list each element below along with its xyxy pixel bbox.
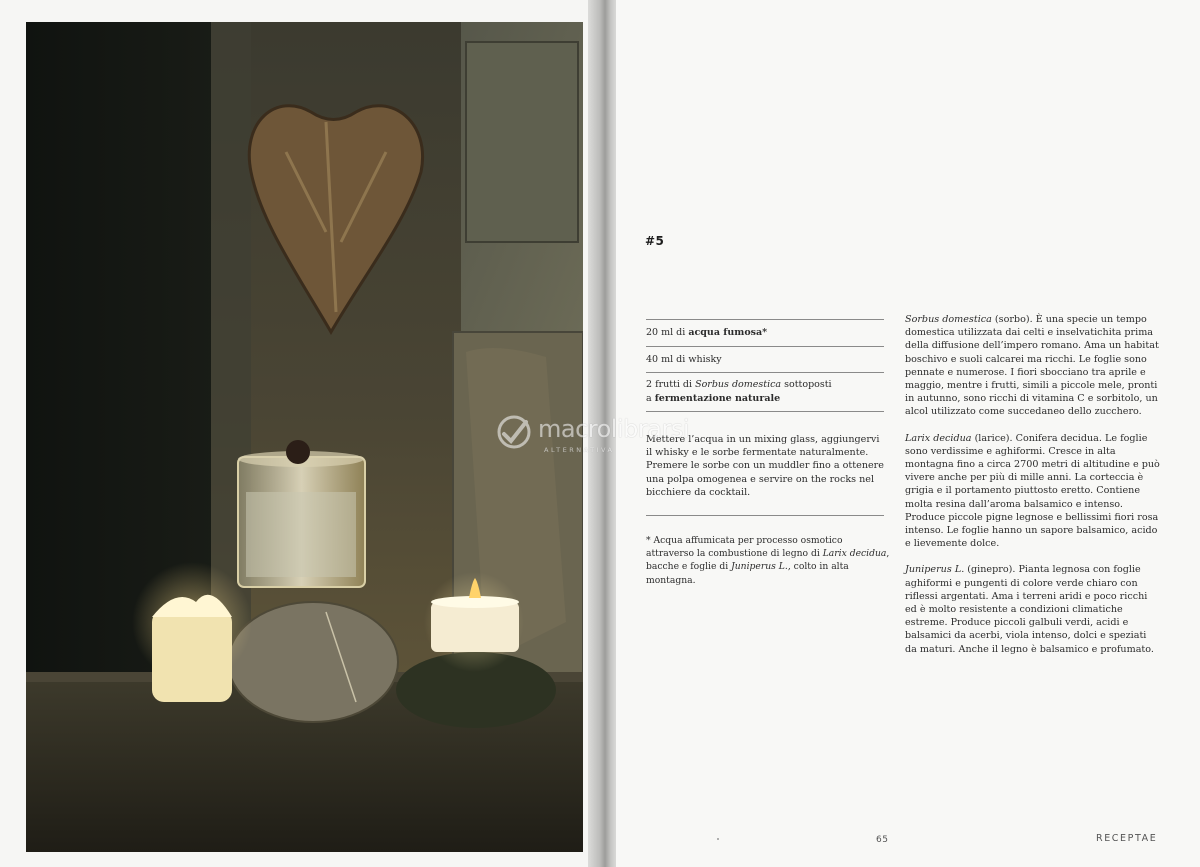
page-number: 65 [876,835,889,845]
botany-entry: Juniperus L. (ginepro). Pianta legnosa con foglie aghiformi e pungenti di colore verde chiaro con riflessi argentati. Ama i terreni aridi e poco ricchi ed è molto resistente a condizioni climatiche estreme. Produce piccoli galbuli verdi, acidi e balsamici da acerbi, viola intenso, dolci e speziati da maturi. Anche il legno è balsamico e profumato. [905,564,1154,655]
ingredient-item: 2 frutti di Sorbus domestica sottoposti a fermentazione naturale [646,379,832,404]
recipe-heading: #5 [645,234,665,248]
running-title: RECEPTAE [1096,833,1158,844]
divider-rule [646,411,884,412]
footnote: * Acqua affumicata per processo osmotico attraverso la combustione di legno di Larix decidua, bacche e foglie di Juniperus L., colto in alta montagna. [646,535,890,586]
divider-rule [646,515,884,516]
botany-entry: Sorbus domestica (sorbo). È una specie un tempo domestica utilizzata dai celti e inselvatichita prima della diffusione dell’impero romano. Ama un habitat boschivo e suoli calcarei ma ricchi. Le foglie sono pennate e numerose. I fiori sbocciano tra aprile e maggio, mentre i frutti, simili a piccole mele, pronti in autunno, sono ricchi di vitamina C e sorbitolo, un alcol utilizzato come succedaneo dello zucchero. [905,314,1159,418]
method-text: Mettere l’acqua in un mixing glass, aggiungervi il whisky e le sorbe fermentate naturalmente. Premere le sorbe con un muddler fino a ottenere una polpa omogenea e servire on the rocks nel bicchiere da cocktail. [646,434,884,498]
divider-rule [646,319,884,320]
watermark-brand: macrolibrarsi [538,415,689,443]
watermark-tagline: ALTERNATIVA [544,446,615,454]
botany-entry: Larix decidua (larice). Conifera decidua. Le foglie sono verdissime e aghiformi. Cresce in alta montagna fino a circa 2700 metri di altitudine e può vivere anche per più di mille anni. La corteccia è grigia e il portamento piuttosto eretto. Contiene molta resina dall’aroma balsamico e intenso. Produce piccole pigne legnose e bellissimi fiori rosa intenso. Le foglie hanno un sapore balsamico, acido e lievemente dolce. [905,432,1160,550]
divider-rule [646,372,884,373]
watermark-logo-icon [494,414,534,450]
ingredient-item: 20 ml di acqua fumosa* [646,327,768,338]
ingredient-item: 40 ml di whisky [646,354,722,365]
botany-column [905,313,1161,669]
divider-rule [646,346,884,347]
watermark [494,414,714,458]
bullet-dot [717,838,719,840]
